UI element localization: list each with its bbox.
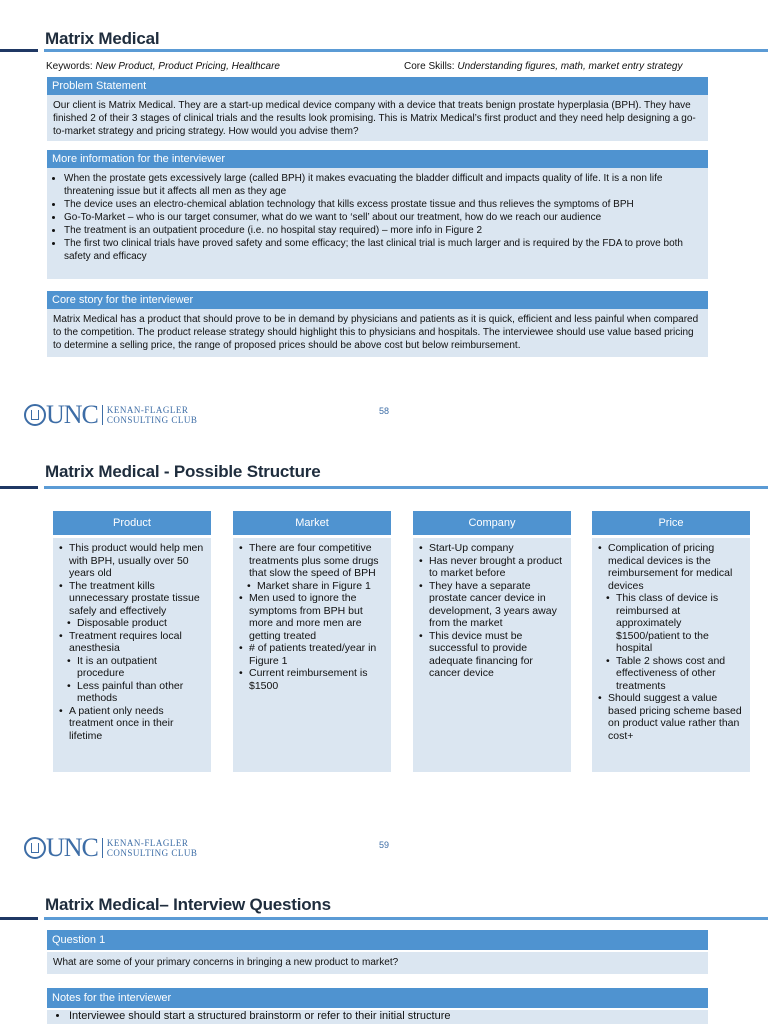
notes-item: • Interviewee should start a structured brainstorm or refer to their initial structure xyxy=(69,1010,702,1023)
logo-unc-text: UNC xyxy=(46,400,98,429)
structure-sub-item: • This class of device is reimbursed at approximately $1500/patient to the hospital xyxy=(604,592,746,655)
logo-club-text: KENAN-FLAGLER CONSULTING CLUB xyxy=(102,838,197,858)
structure-item: • This product would help men with BPH, usually over 50 years old xyxy=(65,542,207,580)
more-info-item: • The first two clinical trials have proved safety and some efficacy; the last clinical trial is much larger and is required by the FDA to prove both safety and efficacy xyxy=(64,237,702,263)
structure-item: • The treatment kills unnecessary prostate tissue safely and effectively xyxy=(65,580,207,618)
structure-item: • A patient only needs treatment once in their lifetime xyxy=(65,705,207,743)
page-title: Matrix Medical– Interview Questions xyxy=(45,895,331,914)
page-number: 59 xyxy=(379,840,390,850)
notes-heading: Notes for the interviewer xyxy=(47,988,708,1008)
structure-sub-item: • Disposable product xyxy=(65,617,207,630)
more-info-list xyxy=(47,168,708,279)
structure-col-heading-market: Market xyxy=(233,511,391,535)
question-text: What are some of your primary concerns in bringing a new product to market? xyxy=(47,952,708,974)
structure-col-body-price xyxy=(592,538,750,772)
structure-item: • Should suggest a value based pricing scheme based on product value rather than cost+ xyxy=(604,692,746,742)
title-rule-dark xyxy=(0,49,38,52)
unc-logo xyxy=(24,833,197,863)
structure-col-heading-product: Product xyxy=(53,511,211,535)
structure-col-body-product xyxy=(53,538,211,772)
structure-col-body-company xyxy=(413,538,571,772)
core-skills: Core Skills: Understanding figures, math, market entry strategy xyxy=(404,61,683,72)
more-info-item: • The treatment is an outpatient procedure (i.e. no hospital stay required) – more info in Figure 2 xyxy=(64,224,702,237)
question-heading: Question 1 xyxy=(47,930,708,950)
structure-sub-item: • Table 2 shows cost and effectiveness of other treatments xyxy=(604,655,746,693)
structure-item: • This device must be successful to provide adequate financing for cancer device xyxy=(425,630,567,680)
page-number: 58 xyxy=(379,406,390,416)
structure-col-heading-price: Price xyxy=(592,511,750,535)
structure-item: • Has never brought a product to market before xyxy=(425,555,567,580)
more-info-item: • Go-To-Market – who is our target consumer, what do we want to ‘sell’ about our treatment, how do we reach our audience xyxy=(64,211,702,224)
page-title: Matrix Medical xyxy=(45,29,160,48)
structure-item: • Current reimbursement is $1500 xyxy=(245,667,387,692)
logo-club-text: KENAN-FLAGLER CONSULTING CLUB xyxy=(102,405,197,425)
title-rule xyxy=(44,49,768,52)
problem-statement-heading: Problem Statement xyxy=(47,77,708,95)
unc-seal-icon xyxy=(24,837,46,859)
title-rule-dark xyxy=(0,917,38,920)
more-info-item: • When the prostate gets excessively large (called BPH) it makes evacuating the bladder difficult and impacts quality of life. It is a non life threatening issue but it affects all men as they age xyxy=(64,172,702,198)
more-info-heading: More information for the interviewer xyxy=(47,150,708,168)
logo-unc-text: UNC xyxy=(46,833,98,862)
title-rule xyxy=(44,486,768,489)
structure-item: • They have a separate prostate cancer device in development, 3 years away from the market xyxy=(425,580,567,630)
title-rule-dark xyxy=(0,486,38,489)
problem-statement-text: Our client is Matrix Medical. They are a start-up medical device company with a device that treats benign prostate hyperplasia (BPH). They have finished 2 of their 3 stages of clinical trials and the results look promising. This is Matrix Medical’s first product and they need help designing a go-to-market strategy and pricing strategy. How would you advise them? xyxy=(47,95,708,141)
structure-sub-item: • Less painful than other methods xyxy=(65,680,207,705)
structure-sub-item: • Market share in Figure 1 xyxy=(245,580,387,593)
structure-item: • Complication of pricing medical devices is the reimbursement for medical devices xyxy=(604,542,746,592)
structure-col-body-market xyxy=(233,538,391,772)
unc-seal-icon xyxy=(24,404,46,426)
keywords: Keywords: New Product, Product Pricing, Healthcare xyxy=(46,61,280,72)
structure-item: • There are four competitive treatments plus some drugs that slow the speed of BPH xyxy=(245,542,387,580)
structure-item: • Men used to ignore the symptoms from BPH but more and more men are getting treated xyxy=(245,592,387,642)
page-title: Matrix Medical - Possible Structure xyxy=(45,462,321,481)
title-rule xyxy=(44,917,768,920)
more-info-item: • The device uses an electro-chemical ablation technology that kills excess prostate tissue and thus relieves the symptoms of BPH xyxy=(64,198,702,211)
unc-logo xyxy=(24,400,197,430)
structure-sub-item: • It is an outpatient procedure xyxy=(65,655,207,680)
structure-col-heading-company: Company xyxy=(413,511,571,535)
structure-item: • # of patients treated/year in Figure 1 xyxy=(245,642,387,667)
structure-item: • Start-Up company xyxy=(425,542,567,555)
structure-item: • Treatment requires local anesthesia xyxy=(65,630,207,655)
core-story-text: Matrix Medical has a product that should prove to be in demand by physicians and patients as it is quick, efficient and less painful when compared to the competition. The product release strategy should highlight this to physicians and hospitals. The interviewee should use value based pricing to determine a selling price, the range of proposed prices should be above cost but below reimbursement. xyxy=(47,309,708,357)
core-story-heading: Core story for the interviewer xyxy=(47,291,708,309)
notes-list xyxy=(47,1010,708,1024)
